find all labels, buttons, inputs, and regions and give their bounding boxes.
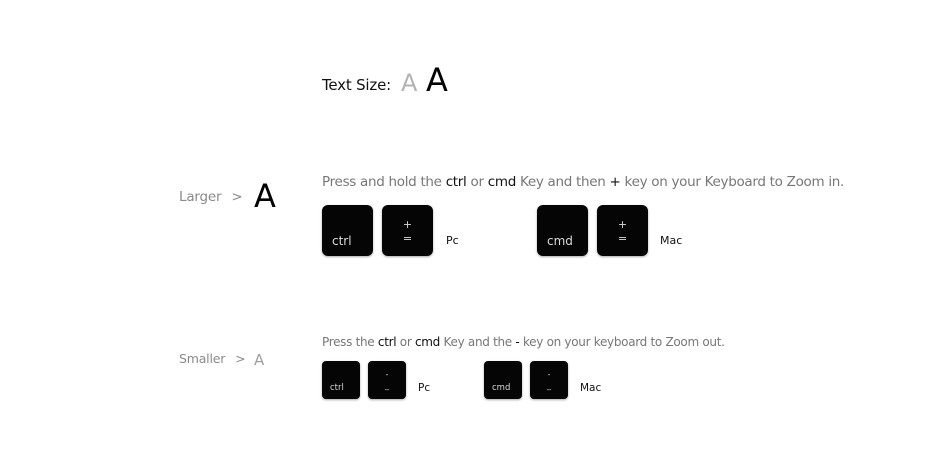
cmd-key [537,205,588,256]
ctrl-key [322,205,373,256]
zoom-out-text-1: Press the [322,335,378,349]
cmd-key-label: cmd [547,234,573,248]
minus-key [368,361,406,399]
zoom-out-text-2: Key and the [440,335,516,349]
ctrl-key-label: ctrl [332,234,352,248]
zoom-out-ctrl-word: ctrl [377,335,400,349]
zoom-in-ctrl-word: ctrl [445,174,467,190]
minus-key-top: - [547,370,551,379]
minus-key [530,361,568,399]
text-size-label: Text Size: [322,76,391,94]
zoom-out-cmd-word: cmd [415,335,441,349]
zoom-in-text-1: Press and hold the [322,174,446,190]
plus-key-bottom: = [617,232,628,245]
zoom-in-or: or [466,174,488,190]
zoom-in-instruction [322,174,844,190]
cmd-key-label: cmd [492,383,511,393]
larger-label-text: Larger [179,189,222,205]
plus-key [382,205,433,256]
ctrl-key-label: ctrl [330,383,344,393]
plus-key-bottom: = [402,232,413,245]
zoom-out-or: or [399,335,415,349]
zoom-out-minus-symbol: - [515,335,523,349]
zoom-in-cmd-word: cmd [487,174,516,190]
minus-key-bottom: _ [385,381,389,390]
smaller-label [179,351,245,366]
mac-platform-label: Mac [660,234,683,247]
larger-separator: > [231,189,243,205]
plus-key-top: + [402,218,413,231]
minus-key-legend [530,369,568,391]
zoom-out-text-3: key on your keyboard to Zoom out. [522,335,725,349]
smaller-sample-letter: A [254,351,265,369]
smaller-label-text: Smaller [179,351,226,366]
pc-platform-label: Pc [418,382,431,394]
zoom-in-text-2: Key and then [515,174,610,190]
plus-key-top: + [617,218,628,231]
increase-text-size-button[interactable]: A [426,61,448,99]
minus-key-legend [368,369,406,391]
cmd-key [484,361,522,399]
larger-label [179,189,242,205]
plus-key [597,205,648,256]
ctrl-key [322,361,360,399]
decrease-text-size-button[interactable]: A [401,69,418,97]
minus-key-bottom: _ [547,381,551,390]
zoom-out-instruction [322,335,725,349]
zoom-in-text-3: key on your Keyboard to Zoom in. [624,174,845,190]
minus-key-top: - [385,370,389,379]
pc-platform-label: Pc [446,234,459,247]
plus-key-legend [597,218,648,246]
mac-platform-label: Mac [580,382,602,394]
larger-sample-letter: A [254,177,276,215]
smaller-separator: > [235,351,246,366]
zoom-in-plus-symbol: + [609,174,625,190]
plus-key-legend [382,218,433,246]
